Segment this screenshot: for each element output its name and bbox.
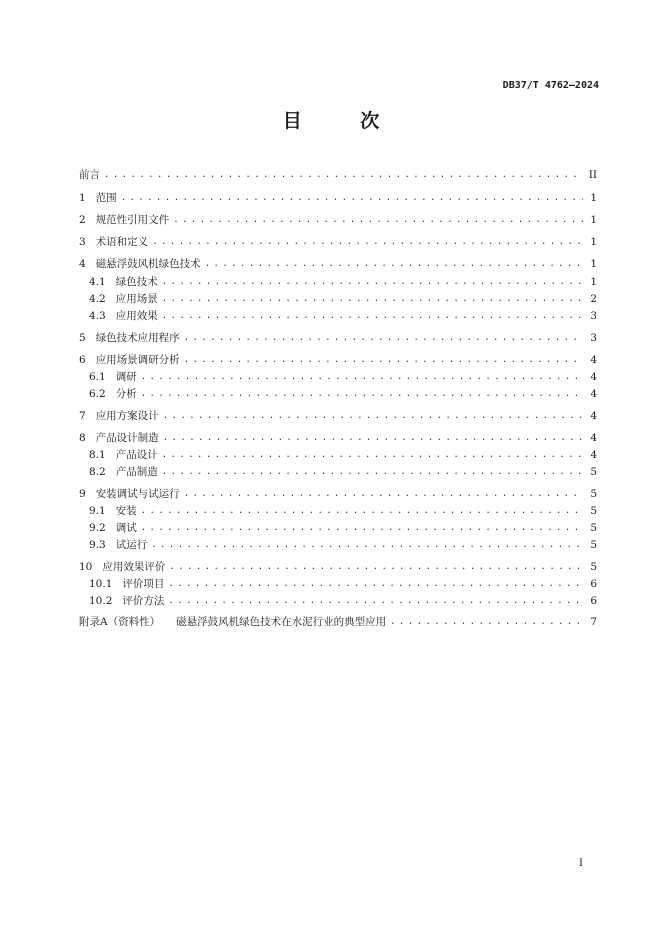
toc-entry-page: 1 xyxy=(590,192,597,204)
toc-entry-page: 5 xyxy=(590,539,597,551)
toc-entry[interactable] xyxy=(79,408,597,424)
toc-entry-page: 5 xyxy=(590,505,597,517)
toc-entry[interactable] xyxy=(89,503,597,519)
page-title: 目 次 xyxy=(282,110,406,132)
toc-leader-dots xyxy=(141,520,583,536)
toc-entry-number: 7 xyxy=(79,410,86,422)
toc-leader-dots xyxy=(169,559,583,575)
toc-leader-dots xyxy=(141,386,583,402)
toc-entry-page: 4 xyxy=(590,354,597,366)
toc-entry[interactable] xyxy=(79,614,597,630)
toc-entry[interactable] xyxy=(89,386,597,402)
toc-leader-dots xyxy=(390,614,583,630)
toc-entry-page: 1 xyxy=(590,214,597,226)
toc-leader-dots xyxy=(184,330,583,346)
toc-entry-number: 9.3 xyxy=(89,539,106,551)
toc-entry-page: 5 xyxy=(590,466,597,478)
toc-entry-title: 分析 xyxy=(115,388,137,400)
toc-leader-dots xyxy=(162,447,583,463)
toc-entry-number: 4.3 xyxy=(89,310,106,322)
toc-entry-title: 评价方法 xyxy=(122,595,165,607)
toc-entry-number: 10 xyxy=(79,561,93,573)
toc-entry-number: 附录A（资料性） xyxy=(79,616,161,628)
toc-leader-dots xyxy=(162,308,583,324)
toc-leader-dots xyxy=(152,234,583,250)
toc-leader-dots xyxy=(104,167,583,183)
toc-entry[interactable] xyxy=(79,352,597,368)
toc-entry-number: 9.1 xyxy=(89,505,106,517)
toc-entry-number: 3 xyxy=(79,236,86,248)
toc-entry-number: 6.2 xyxy=(89,388,106,400)
toc-entry[interactable] xyxy=(89,520,597,536)
toc-leader-dots xyxy=(163,430,583,446)
toc-entry-title: 产品设计制造 xyxy=(95,432,159,444)
toc-entry-title: 评价项目 xyxy=(122,578,165,590)
toc-entry-title: 试运行 xyxy=(115,539,148,551)
toc-entry-page: II xyxy=(588,169,597,181)
toc-entry-title: 绿色技术应用程序 xyxy=(95,332,180,344)
toc-entry-number: 8.2 xyxy=(89,466,106,478)
toc-leader-dots xyxy=(163,408,583,424)
toc-entry[interactable] xyxy=(89,576,597,592)
toc-leader-dots xyxy=(184,352,583,368)
toc-entry-page: 1 xyxy=(590,276,597,288)
toc-entry[interactable] xyxy=(89,291,597,307)
toc-entry-number: 8.1 xyxy=(89,449,106,461)
toc-entry-number: 10.2 xyxy=(89,595,113,607)
toc-entry-title: 调试 xyxy=(115,522,137,534)
toc-entry-title: 应用效果评价 xyxy=(102,561,166,573)
toc-leader-dots xyxy=(184,486,583,502)
toc-entry[interactable] xyxy=(89,447,597,463)
toc-entry-page: 3 xyxy=(590,310,597,322)
toc-entry-number: 1 xyxy=(79,192,86,204)
toc-entry-page: 4 xyxy=(590,449,597,461)
toc-entry-title: 产品设计 xyxy=(115,449,158,461)
toc-leader-dots xyxy=(173,212,583,228)
toc-leader-dots xyxy=(151,537,583,553)
toc-entry[interactable] xyxy=(79,190,597,206)
toc-leader-dots xyxy=(162,291,583,307)
toc-entry-page: 7 xyxy=(590,616,597,628)
toc-entry-title: 应用场景调研分析 xyxy=(95,354,180,366)
toc-entry-page: 6 xyxy=(590,595,597,607)
toc-entry-title: 产品制造 xyxy=(115,466,158,478)
toc-entry-title: 磁悬浮鼓风机绿色技术 xyxy=(95,258,201,270)
toc-entry-number: 10.1 xyxy=(89,578,113,590)
toc-leader-dots xyxy=(162,274,583,290)
toc-entry-title: 范围 xyxy=(95,192,117,204)
toc-entry[interactable] xyxy=(79,559,597,575)
toc-entry[interactable] xyxy=(79,212,597,228)
toc-entry-page: 5 xyxy=(590,522,597,534)
toc-entry-page: 1 xyxy=(590,258,597,270)
toc-entry-title: 安装调试与试运行 xyxy=(95,488,180,500)
toc-entry-title: 调研 xyxy=(115,371,137,383)
toc-entry-page: 4 xyxy=(590,388,597,400)
toc-entry-number: 4.1 xyxy=(89,276,106,288)
toc-entry-title: 绿色技术 xyxy=(115,276,158,288)
toc-entry-page: 5 xyxy=(590,561,597,573)
toc-leader-dots xyxy=(141,369,583,385)
toc-entry[interactable] xyxy=(89,369,597,385)
toc-entry-page: 2 xyxy=(590,293,597,305)
document-code: DB37/T 4762—2024 xyxy=(502,80,599,91)
toc-leader-dots xyxy=(168,593,583,609)
toc-leader-dots xyxy=(205,256,583,272)
toc-entry-number: 9 xyxy=(79,488,86,500)
toc-entry-number: 5 xyxy=(79,332,86,344)
toc-entry-number: 4 xyxy=(79,258,86,270)
toc-entry-number: 4.2 xyxy=(89,293,106,305)
toc-entry-number: 6.1 xyxy=(89,371,106,383)
toc-leader-dots xyxy=(121,190,583,206)
toc-entry[interactable] xyxy=(79,234,597,250)
toc-entry[interactable] xyxy=(89,537,597,553)
toc-entry[interactable] xyxy=(89,593,597,609)
toc-entry-page: 5 xyxy=(590,488,597,500)
toc-entry-page: 4 xyxy=(590,371,597,383)
toc-entry[interactable] xyxy=(89,308,597,324)
toc-entry-title: 应用方案设计 xyxy=(95,410,159,422)
toc-leader-dots xyxy=(162,464,583,480)
page-number: I xyxy=(579,858,583,869)
toc-entry-title: 安装 xyxy=(115,505,137,517)
toc-entry[interactable] xyxy=(79,486,597,502)
toc-entry-page: 4 xyxy=(590,410,597,422)
toc-entry-page: 6 xyxy=(590,578,597,590)
toc-entry-number: 6 xyxy=(79,354,86,366)
toc-entry-number: 2 xyxy=(79,214,86,226)
toc-entry-page: 1 xyxy=(590,236,597,248)
toc-leader-dots xyxy=(168,576,583,592)
toc-entry-title: 磁悬浮鼓风机绿色技术在水泥行业的典型应用 xyxy=(176,616,387,628)
toc-entry-title: 应用场景 xyxy=(115,293,158,305)
toc-entry[interactable] xyxy=(89,274,597,290)
toc-entry-title: 术语和定义 xyxy=(95,236,149,248)
toc-entry-title: 前言 xyxy=(79,169,100,181)
toc-entry[interactable] xyxy=(79,430,597,446)
toc-entry[interactable] xyxy=(79,256,597,272)
toc-entry-number: 8 xyxy=(79,432,86,444)
toc-leader-dots xyxy=(141,503,583,519)
toc-entry[interactable] xyxy=(79,330,597,346)
toc-entry-page: 4 xyxy=(590,432,597,444)
toc-entry-title: 规范性引用文件 xyxy=(95,214,170,226)
toc-entry-number: 9.2 xyxy=(89,522,106,534)
toc-entry[interactable] xyxy=(89,464,597,480)
toc-entry-page: 3 xyxy=(590,332,597,344)
toc-entry[interactable] xyxy=(79,167,597,183)
toc-entry-title: 应用效果 xyxy=(115,310,158,322)
